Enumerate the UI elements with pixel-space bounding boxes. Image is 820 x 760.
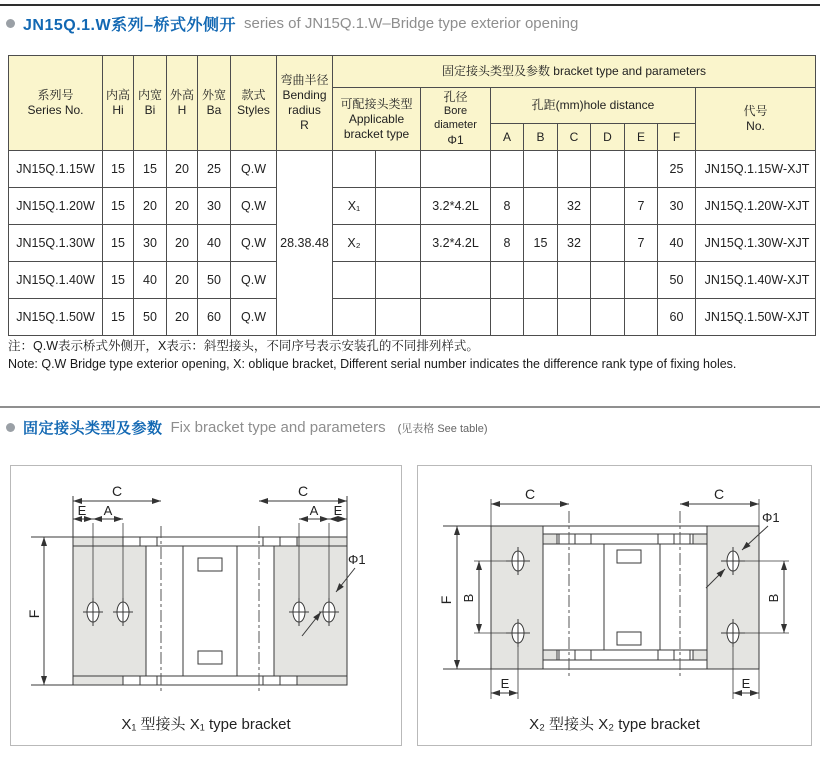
top-rail: [73, 537, 347, 546]
cell-a: 8: [491, 188, 524, 225]
dim-label-b: B: [461, 593, 476, 603]
bottom-rail: [73, 676, 347, 685]
cell-style: Q.W: [231, 299, 277, 336]
cell-bracket-2: [376, 262, 421, 299]
cell-d: [591, 299, 625, 336]
cell-e: [625, 262, 658, 299]
cell-d: [591, 262, 625, 299]
cell-b: [524, 188, 558, 225]
cell-bracket: X₂: [333, 225, 376, 262]
section2-title: [6, 417, 488, 438]
dim-label-phi1: Φ1: [348, 552, 366, 567]
cell-code: JN15Q.1.50W-XJT: [696, 299, 816, 336]
cell-bi: 30: [134, 225, 167, 262]
col-header-bending-radius: [277, 56, 333, 151]
cell-a: 8: [491, 225, 524, 262]
cell-bracket: [333, 299, 376, 336]
col-header-series: [9, 56, 103, 151]
cell-bi: 20: [134, 188, 167, 225]
label: 外高: [169, 88, 194, 102]
cell-c: [558, 262, 591, 299]
x2-diagram-box: [417, 465, 812, 746]
dim-label-a: A: [103, 503, 113, 518]
dim-label-f: F: [438, 595, 454, 605]
col-header-ba: [198, 56, 231, 151]
cell-bracket-2: [376, 151, 421, 188]
table-row: [9, 188, 816, 225]
label: 内高: [105, 88, 130, 102]
label: 外宽: [201, 88, 226, 102]
label: 可配接头类型: [340, 96, 413, 111]
label: 孔径: [443, 90, 468, 105]
cell-bi: 15: [134, 151, 167, 188]
cell-c: [558, 151, 591, 188]
cell-a: [491, 299, 524, 336]
col-header-e: E: [625, 124, 658, 151]
section-divider: [0, 406, 820, 408]
col-header-b: B: [524, 124, 558, 151]
x2-bracket-diagram: [418, 466, 811, 711]
x1-bracket-diagram: [11, 466, 401, 711]
x2-caption: X₂ 型接头 X₂ type bracket: [529, 716, 700, 733]
section2-see-table: (见表格 See table): [397, 422, 488, 435]
col-header-applicable: [333, 88, 421, 151]
cell-f: 50: [658, 262, 696, 299]
col-header-hi: [103, 56, 134, 151]
dim-label-c: C: [297, 483, 309, 499]
label: Φ1: [447, 132, 464, 147]
cell-bore: 3.2*4.2L: [421, 225, 491, 262]
cell-series: JN15Q.1.40W: [9, 262, 103, 299]
note-en: Note: Q.W Bridge type exterior opening, X: oblique bracket, Different serial number indicates the difference rank type of fixing holes.: [8, 357, 737, 371]
cell-b: 15: [524, 225, 558, 262]
dim-label-c: C: [524, 486, 536, 502]
cell-bending-radius: 28.38.48: [277, 151, 333, 336]
cell-style: Q.W: [231, 225, 277, 262]
col-header-a: A: [491, 124, 524, 151]
middle-link: [604, 544, 660, 650]
header-row-1: [9, 56, 816, 88]
section2-title-zh: 固定接头类型及参数: [23, 420, 163, 437]
label: Series No.: [27, 103, 84, 117]
dim-label-e: E: [741, 676, 751, 691]
table-row: [9, 225, 816, 262]
top-rail: [543, 534, 707, 544]
cell-h: 20: [167, 151, 198, 188]
page-title-en: series of JN15Q.1.W–Bridge type exterior opening: [244, 15, 579, 32]
cell-bracket: X₁: [333, 188, 376, 225]
cell-hi: 15: [103, 299, 134, 336]
cell-style: Q.W: [231, 188, 277, 225]
label: Applicable: [348, 111, 405, 126]
label: Bi: [144, 103, 156, 117]
cell-f: 60: [658, 299, 696, 336]
cell-h: 20: [167, 262, 198, 299]
cell-bracket-2: [376, 188, 421, 225]
cell-ba: 50: [198, 262, 231, 299]
left-plate: [73, 546, 146, 676]
cell-style: Q.W: [231, 262, 277, 299]
cell-bi: 40: [134, 262, 167, 299]
label: 内宽: [137, 88, 162, 102]
cell-hi: 15: [103, 151, 134, 188]
cell-f: 40: [658, 225, 696, 262]
label: Ba: [206, 103, 222, 117]
cell-code: JN15Q.1.15W-XJT: [696, 151, 816, 188]
cell-f: 30: [658, 188, 696, 225]
dim-label-a: A: [309, 503, 319, 518]
label: 款式: [241, 88, 266, 102]
cell-style: Q.W: [231, 151, 277, 188]
col-header-styles: [231, 56, 277, 151]
label: Styles: [237, 103, 270, 117]
cell-bracket-2: [376, 299, 421, 336]
col-header-d: D: [591, 124, 625, 151]
cell-e: 7: [625, 188, 658, 225]
col-header-h: [167, 56, 198, 151]
cell-hi: 15: [103, 262, 134, 299]
bullet-icon: [6, 19, 15, 28]
dim-label-e: E: [77, 503, 87, 518]
label: Hi: [112, 103, 124, 117]
cell-bore: [421, 262, 491, 299]
cell-f: 25: [658, 151, 696, 188]
table-row: [9, 151, 816, 188]
cell-hi: 15: [103, 188, 134, 225]
cell-bore: [421, 299, 491, 336]
cell-a: [491, 262, 524, 299]
cell-ba: 30: [198, 188, 231, 225]
col-header-c: C: [558, 124, 591, 151]
dim-label-e: E: [500, 676, 510, 691]
cell-series: JN15Q.1.20W: [9, 188, 103, 225]
cell-b: [524, 151, 558, 188]
cell-d: [591, 188, 625, 225]
table-row: [9, 299, 816, 336]
label: R: [300, 118, 309, 132]
note-zh: 注：Q.W表示桥式外侧开，X表示：斜型接头，不同序号表示安装孔的不同排列样式。: [8, 339, 479, 353]
table-row: [9, 262, 816, 299]
spec-table: [8, 55, 816, 336]
cell-a: [491, 151, 524, 188]
cell-hi: 15: [103, 225, 134, 262]
label: 系列号: [37, 88, 74, 102]
col-header-bi: [134, 56, 167, 151]
dim-label-c: C: [713, 486, 725, 502]
top-rule: [0, 4, 820, 6]
cell-c: 32: [558, 225, 591, 262]
dim-label-b: B: [766, 593, 781, 603]
cell-code: JN15Q.1.40W-XJT: [696, 262, 816, 299]
cell-c: [558, 299, 591, 336]
label: 弯曲半径: [280, 73, 329, 87]
cell-series: JN15Q.1.50W: [9, 299, 103, 336]
label: Bore diameter: [434, 105, 477, 131]
group-header-bracket: 固定接头类型及参数 bracket type and parameters: [333, 56, 816, 88]
cell-e: [625, 299, 658, 336]
x1-diagram-box: [10, 465, 402, 746]
cell-code: JN15Q.1.20W-XJT: [696, 188, 816, 225]
bottom-rail: [543, 650, 707, 660]
page-title: [6, 12, 578, 35]
cell-bracket: [333, 151, 376, 188]
bullet-icon: [6, 423, 15, 432]
label: 代号: [743, 104, 768, 118]
cell-series: JN15Q.1.30W: [9, 225, 103, 262]
col-header-code: [696, 88, 816, 151]
dim-label-c: C: [111, 483, 123, 499]
cell-d: [591, 225, 625, 262]
cell-b: [524, 262, 558, 299]
cell-h: 20: [167, 299, 198, 336]
cell-e: [625, 151, 658, 188]
cell-bracket-2: [376, 225, 421, 262]
cell-d: [591, 151, 625, 188]
label: radius: [288, 103, 321, 117]
cell-e: 7: [625, 225, 658, 262]
col-header-hole-distance: 孔距(mm)hole distance: [491, 88, 696, 124]
cell-ba: 40: [198, 225, 231, 262]
col-header-f: F: [658, 124, 696, 151]
cell-h: 20: [167, 225, 198, 262]
x1-caption: X₁ 型接头 X₁ type bracket: [121, 716, 291, 733]
page-title-zh: JN15Q.1.W系列–桥式外侧开: [23, 17, 236, 34]
label: Bending: [282, 88, 327, 102]
cell-bi: 50: [134, 299, 167, 336]
dim-label-phi1: Φ1: [762, 510, 780, 525]
cell-ba: 25: [198, 151, 231, 188]
left-plate: [491, 526, 543, 669]
label: bracket type: [343, 126, 410, 141]
cell-ba: 60: [198, 299, 231, 336]
cell-bore: [421, 151, 491, 188]
cell-h: 20: [167, 188, 198, 225]
right-plate: [274, 546, 347, 676]
middle-link: [183, 546, 237, 676]
cell-bore: 3.2*4.2L: [421, 188, 491, 225]
col-header-bore: [421, 88, 491, 151]
dim-label-e: E: [333, 503, 343, 518]
label: H: [177, 103, 187, 117]
dim-label-f: F: [26, 609, 42, 619]
cell-series: JN15Q.1.15W: [9, 151, 103, 188]
cell-b: [524, 299, 558, 336]
cell-code: JN15Q.1.30W-XJT: [696, 225, 816, 262]
cell-c: 32: [558, 188, 591, 225]
label: No.: [746, 119, 765, 133]
cell-bracket: [333, 262, 376, 299]
section2-title-en: Fix bracket type and parameters: [170, 419, 386, 436]
